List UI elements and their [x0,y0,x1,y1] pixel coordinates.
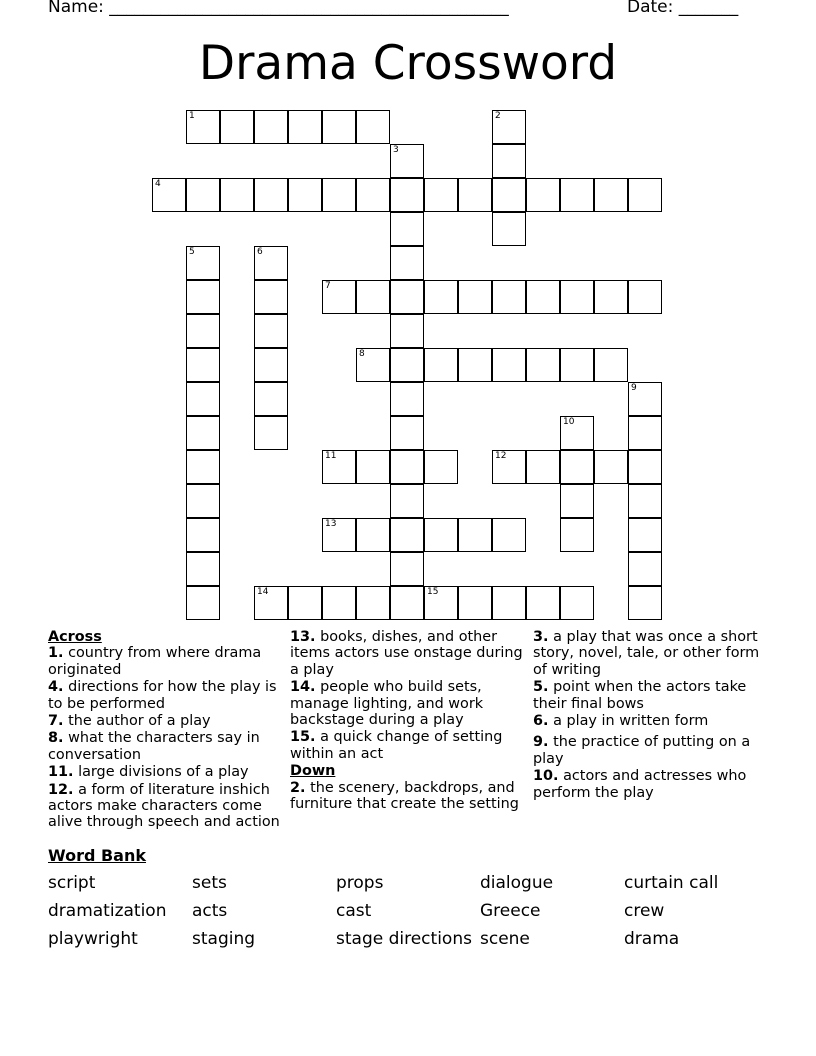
date-line: Date: _______ [627,0,739,17]
clue-number: 2 [495,111,501,121]
grid-cell[interactable] [390,246,424,280]
grid-cell[interactable] [424,178,458,212]
grid-cell[interactable] [458,178,492,212]
clue-down-10: 10. actors and actresses who perform the play [533,768,747,801]
grid-cell[interactable] [628,484,662,518]
word-bank-word: dialogue [480,873,554,893]
grid-cell[interactable] [458,518,492,552]
grid-cell[interactable] [628,586,662,620]
clue-number: 13 [325,519,337,529]
grid-cell[interactable] [492,450,526,484]
grid-cell[interactable] [628,280,662,314]
grid-cell[interactable] [628,178,662,212]
grid-cell[interactable] [220,178,254,212]
grid-cell[interactable] [560,348,594,382]
grid-cell[interactable] [492,178,526,212]
grid-cell[interactable] [390,144,424,178]
grid-cell[interactable] [356,450,390,484]
grid-cell[interactable] [288,178,322,212]
grid-cell[interactable] [390,416,424,450]
grid-cell[interactable] [186,246,220,280]
word-bank-word: stage directions [336,929,472,949]
grid-cell[interactable] [390,586,424,620]
clue-across-12: 12. a form of literature inshich actors make characters come alive through speech and action [48,781,280,831]
clue-number: 8 [359,349,365,359]
word-bank-word: scene [480,929,530,949]
grid-cell[interactable] [390,518,424,552]
grid-cell[interactable] [254,586,288,620]
grid-cell[interactable] [526,178,560,212]
grid-cell[interactable] [186,348,220,382]
grid-cell[interactable] [322,586,356,620]
grid-cell[interactable] [186,484,220,518]
grid-cell[interactable] [628,382,662,416]
word-bank-title: Word Bank [48,846,147,865]
grid-cell[interactable] [390,552,424,586]
grid-cell[interactable] [492,212,526,246]
grid-cell[interactable] [390,484,424,518]
clues-column-3 [533,629,769,802]
clue-down-3: 3. a play that was once a short story, novel, tale, or other form of writing [533,629,760,678]
word-bank-word: playwright [48,929,138,949]
down-heading: Down [290,763,336,780]
clue-across-8: 8. what the characters say in conversation [48,730,260,763]
word-bank-word: acts [192,901,228,921]
grid-cell[interactable] [560,280,594,314]
word-bank-word: crew [624,901,665,921]
grid-cell[interactable] [254,110,288,144]
grid-cell[interactable] [492,110,526,144]
clue-across-7: 7. the author of a play [48,713,211,730]
clue-across-15: 15. a quick change of setting within an act [290,729,503,762]
word-bank-word: props [336,873,384,893]
grid-cell[interactable] [424,280,458,314]
grid-cell[interactable] [560,178,594,212]
grid-cell[interactable] [560,484,594,518]
grid-cell[interactable] [594,450,628,484]
grid-cell[interactable] [492,518,526,552]
clues-column-1 [48,629,284,832]
word-bank-word: script [48,873,96,893]
grid-cell[interactable] [390,178,424,212]
grid-cell[interactable] [356,178,390,212]
grid-cell[interactable] [186,382,220,416]
grid-cell[interactable] [526,348,560,382]
grid-cell[interactable] [594,348,628,382]
grid-cell[interactable] [594,280,628,314]
word-bank-word: Greece [480,901,541,921]
grid-cell[interactable] [594,178,628,212]
clue-down-2: 2. the scenery, backdrops, and furniture that create the setting [290,779,519,813]
grid-cell[interactable] [526,586,560,620]
grid-cell[interactable] [356,586,390,620]
grid-cell[interactable] [322,518,356,552]
grid-cell[interactable] [186,450,220,484]
clue-number: 10 [563,417,575,427]
grid-cell[interactable] [254,280,288,314]
grid-cell[interactable] [560,416,594,450]
grid-cell[interactable] [628,450,662,484]
page-title: Drama Crossword [198,36,618,91]
grid-cell[interactable] [390,348,424,382]
clue-across-13: 13. books, dishes, and other items actors use onstage during a play [290,629,523,678]
grid-cell[interactable] [390,382,424,416]
grid-cell[interactable] [356,518,390,552]
clue-number: 15 [427,587,439,597]
clue-down-9: 9. the practice of putting on a play [533,734,751,767]
clue-number: 3 [393,145,399,155]
grid-cell[interactable] [186,416,220,450]
word-bank-word: sets [192,873,227,893]
grid-cell[interactable] [526,280,560,314]
grid-cell[interactable] [458,280,492,314]
grid-cell[interactable] [186,586,220,620]
across-heading: Across [48,629,102,645]
grid-cell[interactable] [492,586,526,620]
grid-cell[interactable] [254,382,288,416]
clue-number: 5 [189,247,195,257]
grid-cell[interactable] [322,178,356,212]
grid-cell[interactable] [254,348,288,382]
grid-cell[interactable] [322,450,356,484]
grid-cell[interactable] [390,280,424,314]
grid-cell[interactable] [560,518,594,552]
grid-cell[interactable] [152,178,186,212]
clue-number: 7 [325,281,331,291]
grid-cell[interactable] [492,280,526,314]
grid-cell[interactable] [288,110,322,144]
word-bank-word: curtain call [624,873,719,893]
word-bank-word: staging [192,929,256,949]
grid-cell[interactable] [356,280,390,314]
grid-cell[interactable] [424,450,458,484]
clue-down-5: 5. point when the actors take their final bows [533,679,747,712]
clue-number: 11 [325,451,337,461]
name-line: Name: _______________________________________________ [48,0,509,17]
grid-cell[interactable] [390,450,424,484]
grid-cell[interactable] [628,518,662,552]
clue-number: 1 [189,111,195,121]
clue-number: 14 [257,587,269,597]
grid-cell[interactable] [186,552,220,586]
grid-cell[interactable] [322,110,356,144]
grid-cell[interactable] [254,416,288,450]
clue-down-6: 6. a play in written form [533,713,709,730]
grid-cell[interactable] [628,416,662,450]
clues-column-2 [290,629,526,813]
grid-cell[interactable] [492,144,526,178]
grid-cell[interactable] [186,280,220,314]
grid-cell[interactable] [220,110,254,144]
grid-cell[interactable] [186,314,220,348]
grid-cell[interactable] [560,450,594,484]
grid-cell[interactable] [254,314,288,348]
word-bank-word: drama [624,929,680,949]
grid-cell[interactable] [390,314,424,348]
grid-cell[interactable] [322,280,356,314]
grid-cell[interactable] [390,212,424,246]
grid-cell[interactable] [424,586,458,620]
grid-cell[interactable] [458,348,492,382]
grid-cell[interactable] [628,552,662,586]
clue-across-1: 1. country from where drama originated [48,645,262,678]
grid-cell[interactable] [254,246,288,280]
word-bank-word: cast [336,901,372,921]
grid-cell[interactable] [356,110,390,144]
clue-number: 6 [257,247,263,257]
grid-cell[interactable] [186,110,220,144]
grid-cell[interactable] [424,518,458,552]
clue-across-14: 14. people who build sets, manage lighting, and work backstage during a play [290,679,484,729]
grid-cell[interactable] [458,586,492,620]
clue-number: 4 [155,179,161,189]
clue-number: 9 [631,383,637,393]
grid-cell[interactable] [254,178,288,212]
grid-cell[interactable] [288,586,322,620]
grid-cell[interactable] [186,518,220,552]
grid-cell[interactable] [492,348,526,382]
grid-cell[interactable] [424,348,458,382]
grid-cell[interactable] [560,586,594,620]
grid-cell[interactable] [356,348,390,382]
clue-across-11: 11. large divisions of a play [48,764,249,781]
word-bank-word: dramatization [48,901,167,921]
grid-cell[interactable] [526,450,560,484]
clue-number: 12 [495,451,507,461]
clue-across-4: 4. directions for how the play is to be performed [48,679,277,712]
grid-cell[interactable] [186,178,220,212]
